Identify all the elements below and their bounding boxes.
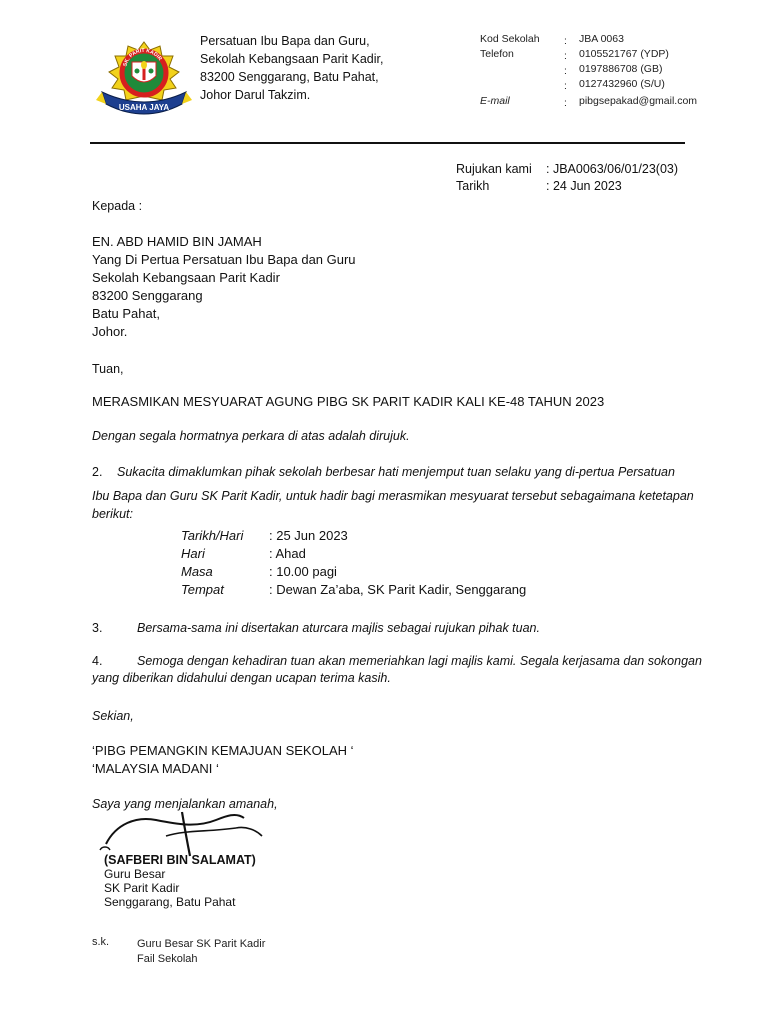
cc-line-1: Guru Besar SK Parit Kadir — [137, 938, 266, 950]
kepada-label: Kepada : — [92, 199, 143, 213]
detail-label-tarikh: Tarikh/Hari — [181, 528, 244, 543]
paragraph-2-number: 2. — [92, 465, 103, 479]
recipient-line-4: Batu Pahat, — [92, 306, 160, 321]
tarikh-value: : 24 Jun 2023 — [546, 179, 622, 193]
recipient-block — [92, 233, 356, 341]
signature-stamp — [104, 853, 256, 909]
paragraph-1: Dengan segala hormatnya perkara di atas adalah dirujuk. — [92, 429, 410, 443]
paragraph-2-line-1: Sukacita dimaklumkan pihak sekolah berbesar hati menjemput tuan selaku yang di-pertua Persatuan — [117, 465, 675, 479]
org-line-2: Sekolah Kebangsaan Parit Kadir, — [200, 52, 384, 66]
recipient-line-2: Sekolah Kebangsaan Parit Kadir — [92, 270, 280, 285]
recipient-line-1: Yang Di Pertua Persatuan Ibu Bapa dan Guru — [92, 252, 356, 267]
kod-sekolah-value: JBA 0063 — [579, 33, 624, 45]
salutation: Tuan, — [92, 362, 124, 376]
detail-label-tempat: Tempat — [181, 582, 224, 597]
detail-label-hari: Hari — [181, 546, 205, 561]
slogan-1: ‘PIBG PEMANGKIN KEMAJUAN SEKOLAH ‘ — [92, 743, 354, 758]
cc-list — [137, 937, 265, 967]
telefon-sep-3: : — [564, 80, 567, 92]
org-line-3: 83200 Senggarang, Batu Pahat, — [200, 70, 379, 84]
signatory-place: Senggarang, Batu Pahat — [104, 895, 236, 909]
telefon-sep-2: : — [564, 65, 567, 77]
school-crest-logo — [96, 40, 192, 120]
cc-label: s.k. — [92, 936, 110, 948]
kod-sekolah-label: Kod Sekolah — [480, 33, 540, 45]
telefon-ydp: 0105521767 (YDP) — [579, 48, 669, 60]
closing: Sekian, — [92, 709, 134, 723]
rujukan-label: Rujukan kami — [456, 162, 532, 176]
org-line-1: Persatuan Ibu Bapa dan Guru, — [200, 34, 370, 48]
recipient-line-5: Johor. — [92, 324, 128, 339]
telefon-su: 0127432960 (S/U) — [579, 78, 665, 90]
paragraph-4-line-2: yang diberikan didahului dengan ucapan terima kasih. — [92, 671, 391, 685]
signatory-name: (SAFBERI BIN SALAMAT) — [104, 853, 256, 867]
tarikh-label: Tarikh — [456, 179, 490, 193]
email-sep: : — [564, 97, 567, 109]
detail-value-tempat: : Dewan Za’aba, SK Parit Kadir, Senggarang — [269, 582, 527, 597]
telefon-label: Telefon — [480, 48, 514, 60]
detail-value-masa: : 10.00 pagi — [269, 564, 337, 579]
paragraph-4-line-1: Semoga dengan kehadiran tuan akan memeriahkan lagi majlis kami. Segala kerjasama dan sokongan — [137, 654, 702, 668]
recipient-name: EN. ABD HAMID BIN JAMAH — [92, 234, 262, 249]
signatory-title: Guru Besar — [104, 867, 166, 881]
email-label: E-mail — [480, 95, 510, 107]
paragraph-2-line-3: berikut: — [92, 507, 133, 521]
paragraph-3-number: 3. — [92, 621, 103, 635]
detail-value-hari: : Ahad — [269, 546, 306, 561]
amanah-line: Saya yang menjalankan amanah, — [92, 797, 278, 811]
paragraph-3-text: Bersama-sama ini disertakan aturcara majlis sebagai rujukan pihak tuan. — [137, 621, 540, 635]
header-divider — [90, 142, 685, 144]
detail-value-tarikh: : 25 Jun 2023 — [269, 528, 348, 543]
slogan-2: ‘MALAYSIA MADANI ‘ — [92, 761, 219, 776]
signatory-school: SK Parit Kadir — [104, 881, 180, 895]
recipient-line-3: 83200 Senggarang — [92, 288, 203, 303]
email-value: pibgsepakad@gmail.com — [579, 95, 698, 107]
kod-sep: : — [564, 35, 567, 47]
paragraph-4-number: 4. — [92, 654, 103, 668]
paragraph-2-line-2: Ibu Bapa dan Guru SK Parit Kadir, untuk hadir bagi merasmikan mesyuarat tersebut sebagaimana ketetapan — [92, 489, 694, 503]
subject-heading: MERASMIKAN MESYUARAT AGUNG PIBG SK PARIT KADIR KALI KE-48 TAHUN 2023 — [92, 394, 605, 409]
telefon-gb: 0197886708 (GB) — [579, 63, 663, 75]
logo-top-text: SK. PARIT KADIR — [122, 47, 163, 68]
detail-label-masa: Masa — [181, 564, 213, 579]
telefon-sep-1: : — [564, 50, 567, 62]
org-line-4: Johor Darul Takzim. — [200, 88, 311, 102]
rujukan-value: : JBA0063/06/01/23(03) — [546, 162, 679, 176]
logo-banner-text: USAHA JAYA — [118, 103, 170, 112]
cc-line-2: Fail Sekolah — [137, 953, 198, 965]
org-address — [200, 32, 383, 104]
